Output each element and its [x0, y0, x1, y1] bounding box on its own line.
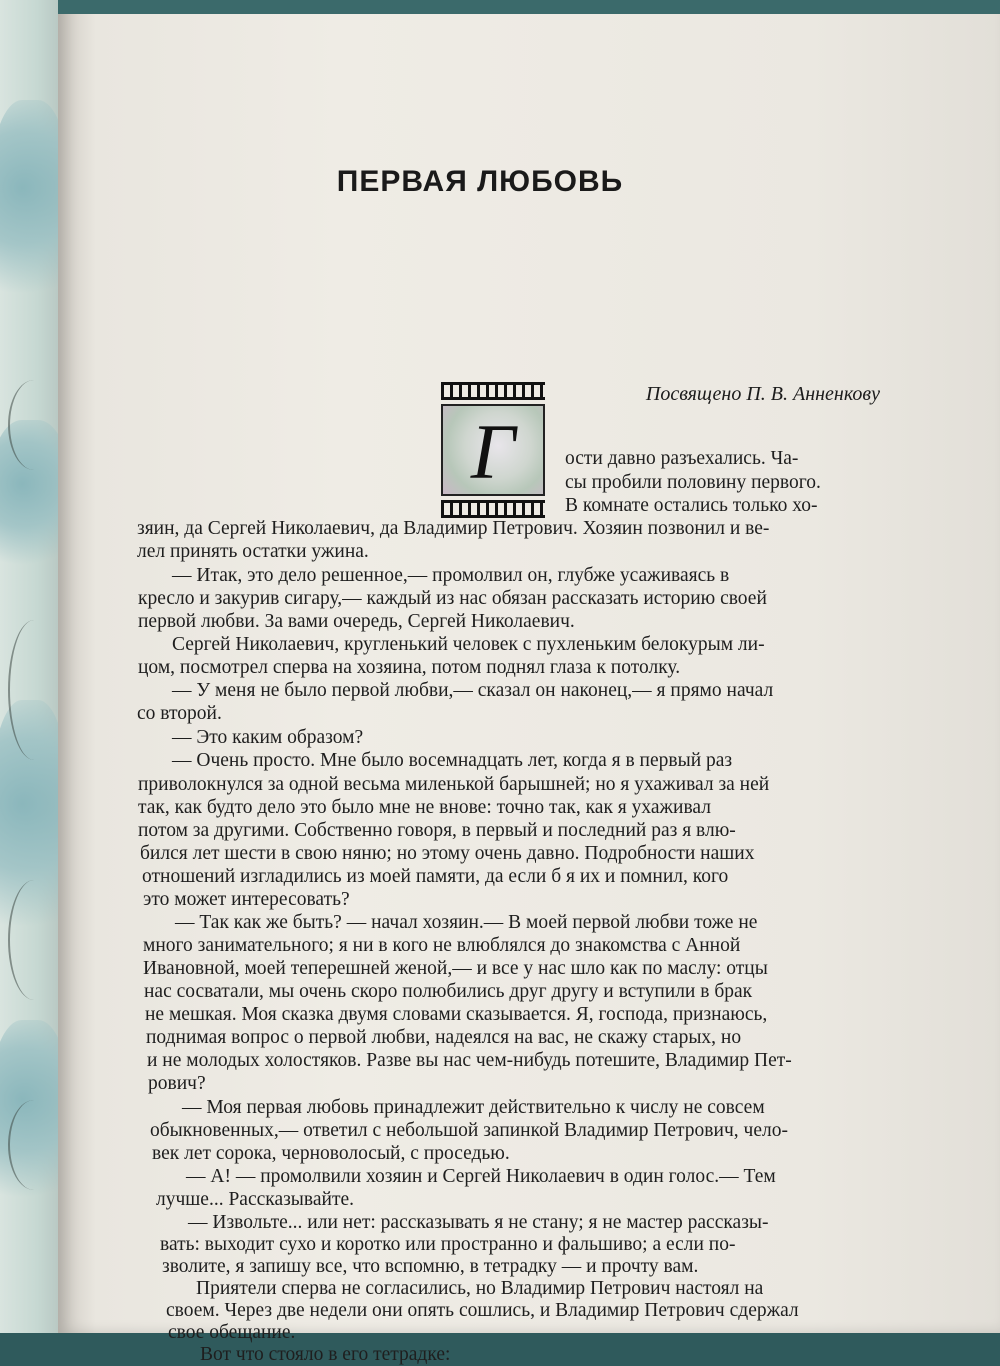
text-line: приволокнулся за одной весьма миленькой барышней; но я ухаживал за ней	[138, 774, 770, 795]
text-line: нас сосватали, мы очень скоро полюбились друг другу и вступили в брак	[144, 981, 753, 1002]
drop-cap-letter: Г	[470, 408, 516, 495]
text-line: — Итак, это дело решенное,— промолвил он, глубже усаживаясь в	[172, 565, 730, 586]
ink-sketch	[8, 620, 60, 760]
drop-cap	[437, 382, 549, 518]
text-line: со второй.	[137, 703, 222, 724]
text-line: — Очень просто. Мне было восемнадцать лет, когда я в первый раз	[172, 750, 733, 771]
watercolor-wash	[0, 100, 62, 320]
text-line: поднимая вопрос о первой любви, надеялся на вас, не скажу старых, но	[146, 1027, 742, 1048]
ornament-band-bottom	[441, 500, 545, 518]
ink-sketch	[8, 1100, 60, 1190]
text-line: В комнате остались только хо-	[565, 495, 818, 516]
text-line: свое обещание.	[168, 1322, 296, 1343]
chapter-title: ПЕРВАЯ ЛЮБОВЬ	[336, 165, 624, 198]
text-line: — Это каким образом?	[172, 727, 364, 748]
text-line: зволите, я запишу все, что вспомню, в тетрадку — и прочту вам.	[162, 1256, 699, 1277]
text-line: первой любви. За вами очередь, Сергей Николаевич.	[138, 611, 575, 632]
text-line: так, как будто дело это было мне не внове: точно так, как я ухаживал	[138, 797, 711, 818]
text-line: и не молодых холостяков. Разве вы нас чем-нибудь потешите, Владимир Пет-	[147, 1050, 792, 1071]
text-line: Приятели сперва не согласились, но Владимир Петрович настоял на	[196, 1278, 764, 1299]
text-line: рович?	[148, 1073, 206, 1094]
text-line: Вот что стояло в его тетрадке:	[200, 1344, 451, 1365]
ornament-band-top	[441, 382, 545, 400]
text-line: Сергей Николаевич, кругленький человек с пухленьким белокурым ли-	[172, 634, 765, 655]
text-line: вать: выходит сухо и коротко или пространно и фальшиво; а если по-	[160, 1234, 736, 1255]
text-line: — Извольте... или нет: рассказывать я не стану; я не мастер рассказы-	[188, 1212, 769, 1233]
text-line: век лет сорока, черноволосый, с проседью.	[152, 1143, 510, 1164]
text-line: не мешкая. Моя сказка двумя словами сказывается. Я, господа, признаюсь,	[145, 1004, 768, 1025]
ink-sketch	[8, 880, 60, 1000]
text-line: — А! — промолвили хозяин и Сергей Николаевич в один голос.— Тем	[186, 1166, 776, 1187]
ink-sketch	[8, 380, 60, 470]
drop-cap-box	[441, 404, 545, 496]
text-line: обыкновенных,— ответил с небольшой запинкой Владимир Петрович, чело-	[150, 1120, 788, 1141]
text-line: потом за другими. Собственно говоря, в первый и последний раз я влю-	[138, 820, 736, 841]
text-line: лучше... Рассказывайте.	[156, 1189, 354, 1210]
text-line: отношений изгладились из моей памяти, да если б я их и помнил, кого	[142, 866, 729, 887]
text-line: ости давно разъехались. Ча-	[565, 448, 799, 469]
dedication: Посвящено П. В. Анненкову	[645, 383, 880, 405]
text-line: кресло и закурив сигару,— каждый из нас обязан рассказать историю своей	[138, 588, 767, 609]
text-line: Ивановной, моей теперешней женой,— и все у нас шло как по маслу: отцы	[143, 958, 768, 979]
text-line: своем. Через две недели они опять сошлись, и Владимир Петрович сдержал	[166, 1300, 799, 1321]
left-page-illustration	[0, 0, 62, 1333]
text-line: сы пробили половину первого.	[565, 472, 821, 493]
text-line: цом, посмотрел сперва на хозяина, потом поднял глаза к потолку.	[138, 657, 681, 678]
text-line: зяин, да Сергей Николаевич, да Владимир Петрович. Хозяин позвонил и ве-	[137, 518, 770, 539]
text-line: — У меня не было первой любви,— сказал он наконец,— я прямо начал	[172, 680, 774, 701]
background-edge	[58, 0, 1000, 14]
text-line: — Моя первая любовь принадлежит действительно к числу не совсем	[182, 1097, 765, 1118]
text-line: много занимательного; я ни в кого не влюблялся до знакомства с Анной	[143, 935, 741, 956]
text-line: это может интересовать?	[143, 889, 350, 910]
text-line: — Так как же быть? — начал хозяин.— В моей первой любви тоже не	[175, 912, 758, 933]
text-line: лел принять остатки ужина.	[137, 541, 369, 562]
text-line: бился лет шести в свою няню; но этому очень давно. Подробности наших	[140, 843, 755, 864]
